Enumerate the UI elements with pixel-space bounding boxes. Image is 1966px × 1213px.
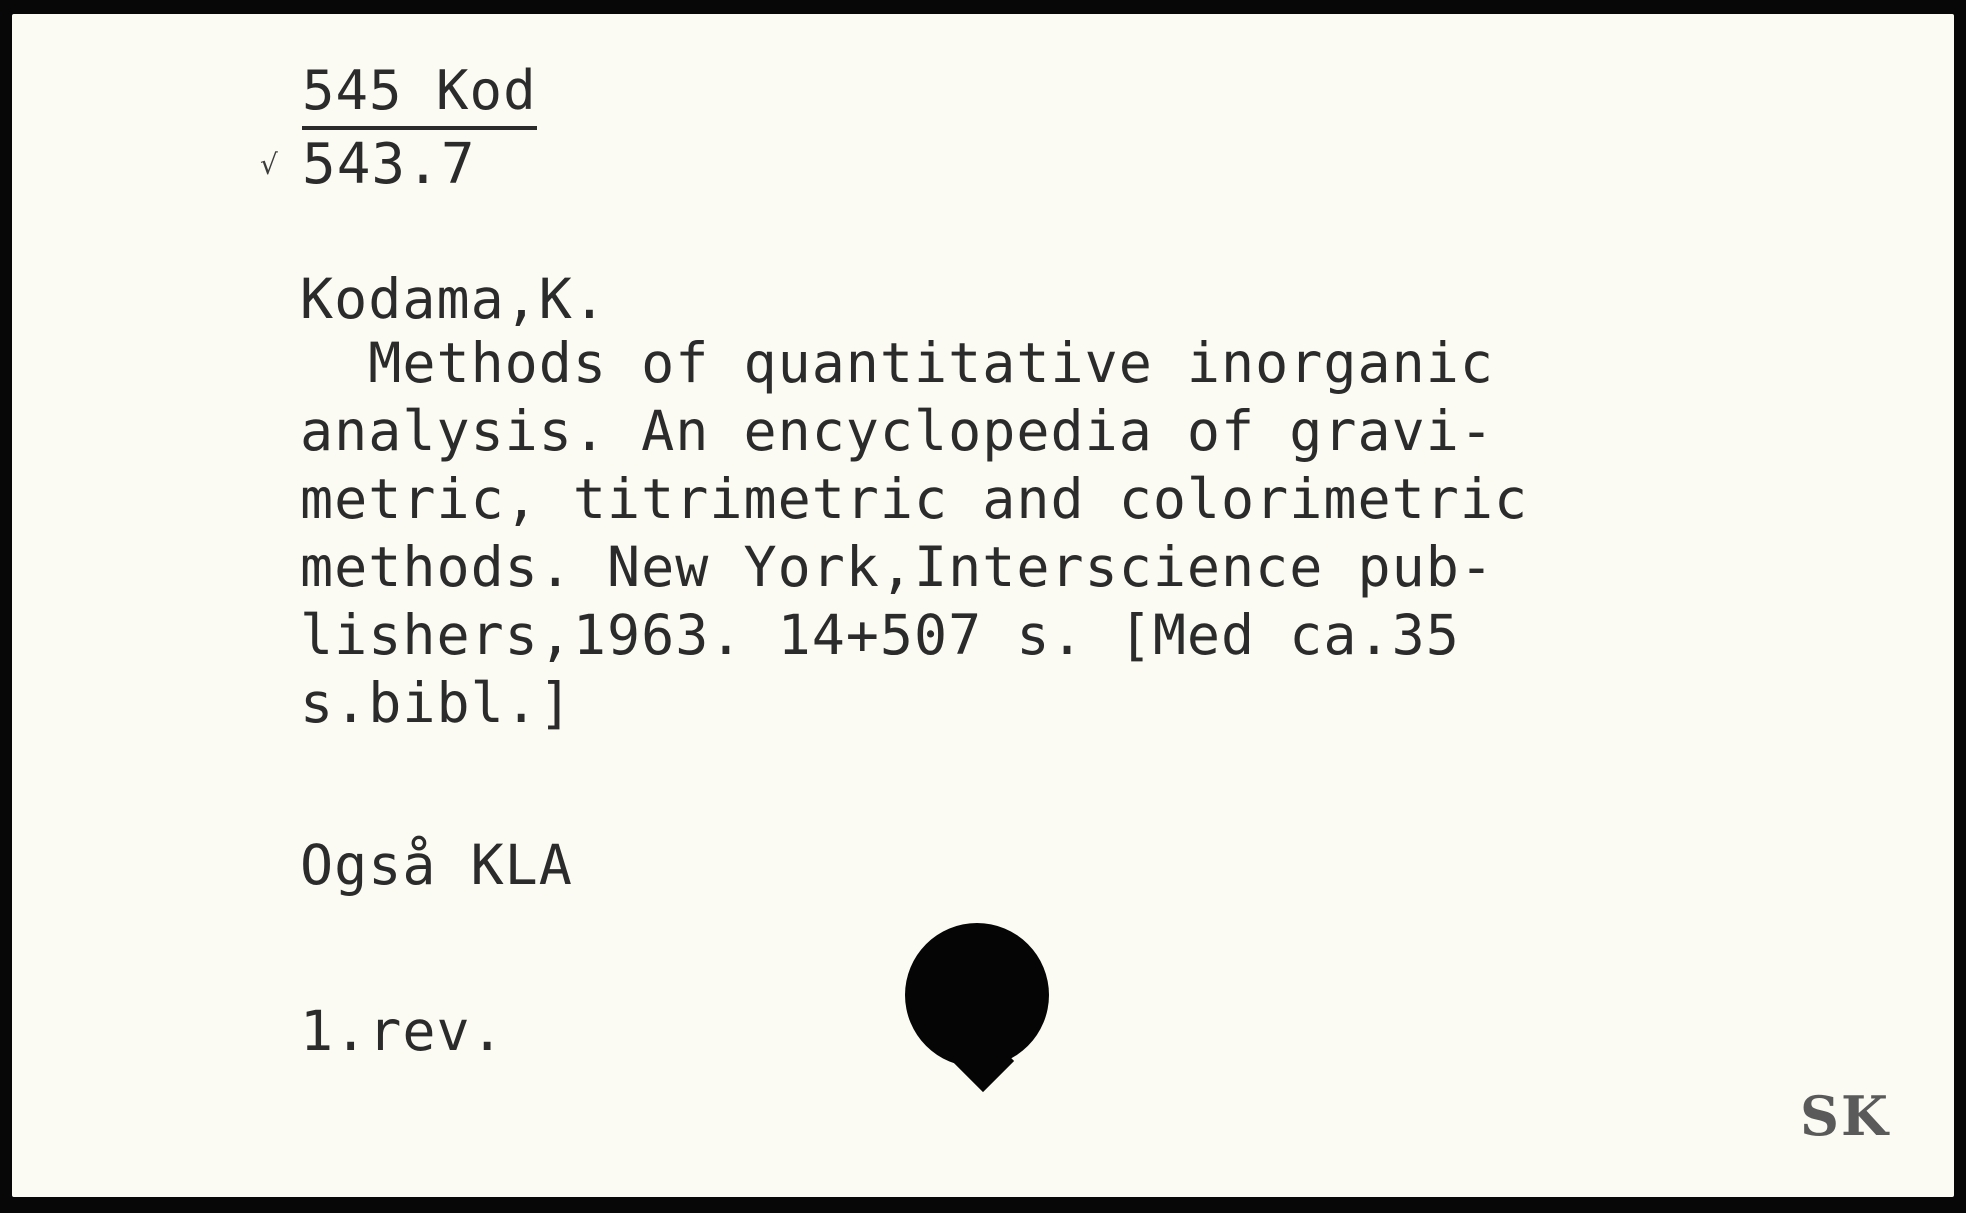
check-mark: √	[260, 148, 278, 181]
revision-note: 1.rev.	[300, 999, 505, 1063]
punch-hole	[905, 923, 1049, 1067]
description-line: analysis. An encyclopedia of gravi-	[300, 399, 1494, 463]
also-note: Også KLA	[300, 833, 573, 897]
description-line: methods. New York,Interscience pub-	[300, 535, 1494, 599]
catalog-card	[12, 14, 1954, 1197]
call-number-primary: 545 Kod	[302, 58, 537, 130]
sk-stamp: SK	[1800, 1084, 1890, 1148]
description-line: s.bibl.]	[300, 671, 573, 735]
call-number-secondary: 543.7	[302, 132, 476, 197]
description-line: Methods of quantitative inorganic	[300, 331, 1494, 395]
author-name: Kodama,K.	[300, 267, 608, 331]
description-line: metric, titrimetric and colorimetric	[300, 467, 1529, 531]
description-line: lishers,1963. 14+507 s. [Med ca.35	[300, 603, 1460, 667]
